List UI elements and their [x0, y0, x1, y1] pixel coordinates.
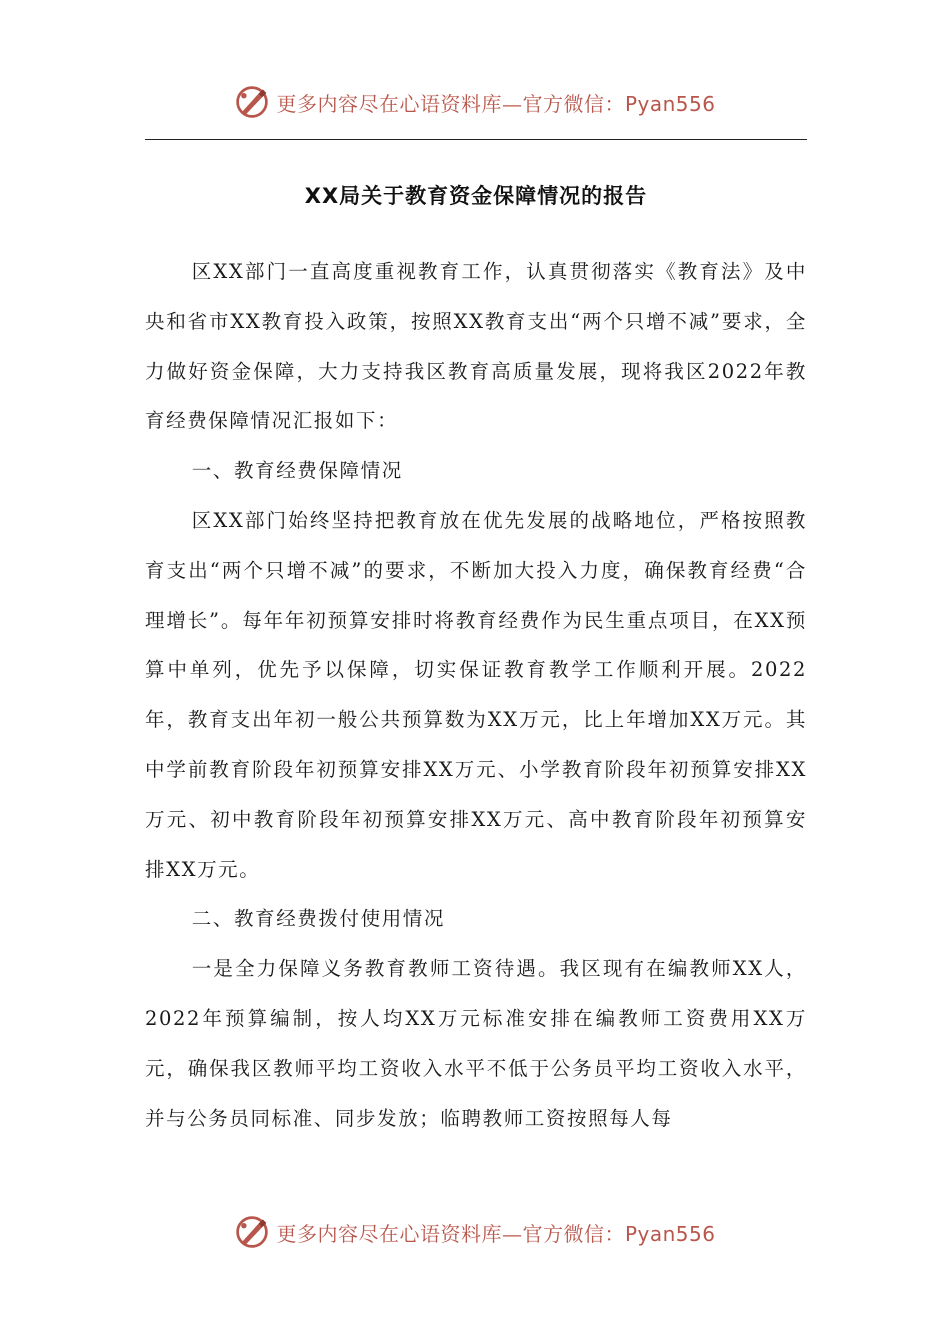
document-title: XX局关于教育资金保障情况的报告	[304, 184, 648, 208]
banner-slogan: 更多内容尽在心语资料库	[276, 91, 502, 116]
banner-text	[276, 1218, 715, 1247]
banner-separator: —	[501, 91, 523, 116]
banner-wechat: 官方微信：Pyan556	[522, 91, 716, 116]
heading-section-2: 二、教育经费拨付使用情况	[191, 907, 445, 931]
heading-section-1: 一、教育经费保障情况	[191, 459, 403, 483]
pen-logo-icon	[234, 84, 270, 120]
paragraph-section-1: 区XX部门始终坚持把教育放在优先发展的战略地位，严格按照教育支出“两个只增不减”的要求，不断加大投入力度，确保教育经费“合理增长”。每年年初预算安排时将教育经费作为民生重点项目，在XX预算中单列，优先予以保障，切实保证教育教学工作顺利开展。2022年，教育支出年初一般公共预算数为XX万元，比上年增加XX万元。其中学前教育阶段年初预算安排XX万元、小学教育阶段年初预算安排XX万元、初中教育阶段年初预算安排XX万元、高中教育阶段年初预算安排XX万元。	[145, 508, 807, 881]
banner-text	[276, 88, 715, 117]
header-divider	[145, 139, 807, 140]
paragraph-intro: 区XX部门一直高度重视教育工作，认真贯彻落实《教育法》及中央和省市XX教育投入政策，按照XX教育支出“两个只增不减”要求，全力做好资金保障，大力支持我区教育高质量发展，现将我区2022年教育经费保障情况汇报如下：	[145, 260, 807, 433]
document-body	[145, 247, 807, 1143]
banner-separator: —	[501, 1221, 523, 1246]
banner-slogan: 更多内容尽在心语资料库	[276, 1221, 502, 1246]
footer-banner	[0, 1212, 950, 1252]
paragraph-section-2: 一是全力保障义务教育教师工资待遇。我区现有在编教师XX人，2022年预算编制，按人均XX万元标准安排在编教师工资费用XX万元，确保我区教师平均工资收入水平不低于公务员平均工资收入水平，并与公务员同标准、同步发放；临聘教师工资按照每人每	[145, 957, 807, 1130]
pen-logo-icon	[234, 1214, 270, 1250]
header-banner	[0, 82, 950, 122]
banner-wechat: 官方微信：Pyan556	[522, 1221, 716, 1246]
